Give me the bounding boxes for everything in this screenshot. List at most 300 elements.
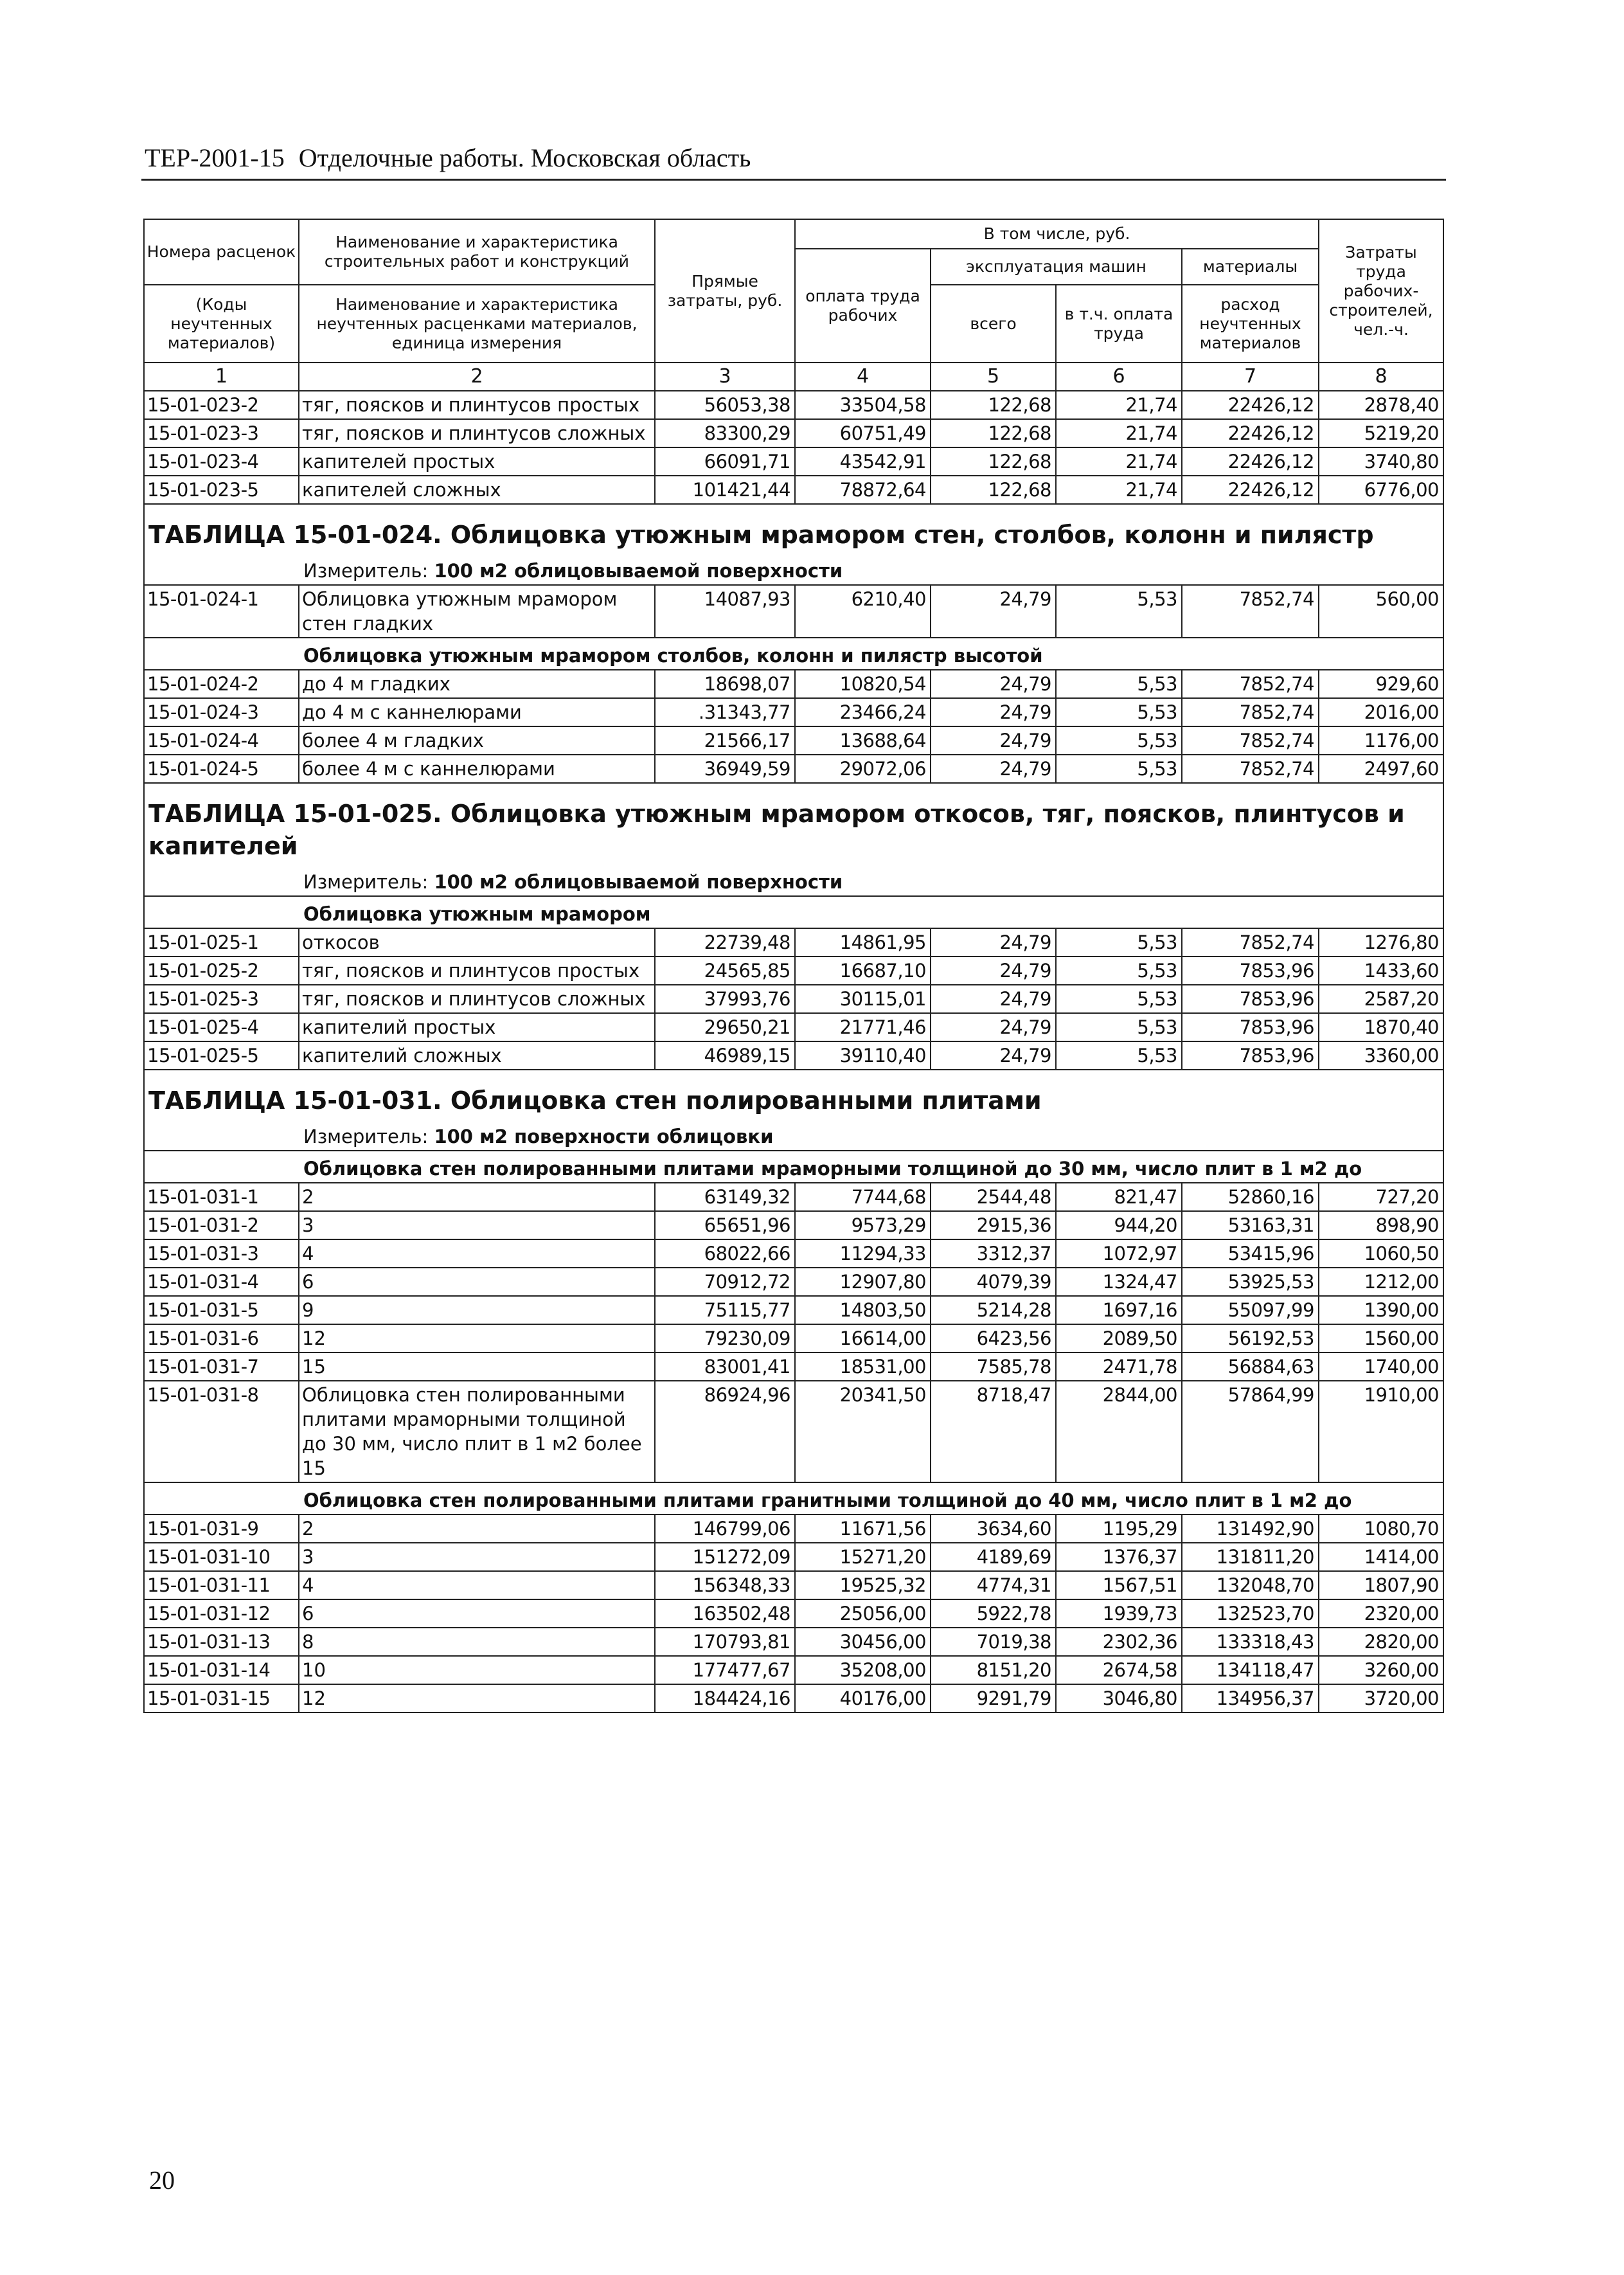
value-cell: 20341,50 bbox=[795, 1381, 931, 1482]
value-cell: 78872,64 bbox=[795, 476, 931, 504]
value-cell: 163502,48 bbox=[655, 1599, 795, 1628]
value-cell: 929,60 bbox=[1319, 670, 1443, 698]
table-row bbox=[144, 1353, 1443, 1381]
work-name: тяг, поясков и плинтусов простых bbox=[299, 391, 655, 419]
value-cell: 21,74 bbox=[1056, 391, 1182, 419]
value-cell: 821,47 bbox=[1056, 1183, 1182, 1211]
work-name: капителей сложных bbox=[299, 476, 655, 504]
value-cell: 18698,07 bbox=[655, 670, 795, 698]
value-cell: 22426,12 bbox=[1182, 476, 1319, 504]
value-cell: 7019,38 bbox=[931, 1628, 1056, 1656]
value-cell: 60751,49 bbox=[795, 419, 931, 447]
measure-unit bbox=[144, 865, 1443, 896]
table-row bbox=[144, 726, 1443, 755]
value-cell: 14087,93 bbox=[655, 585, 795, 638]
value-cell: 16614,00 bbox=[795, 1324, 931, 1353]
value-cell: 68022,66 bbox=[655, 1239, 795, 1268]
value-cell: 122,68 bbox=[931, 476, 1056, 504]
value-cell: 22739,48 bbox=[655, 928, 795, 957]
value-cell: 53163,31 bbox=[1182, 1211, 1319, 1239]
work-name: тяг, поясков и плинтусов сложных bbox=[299, 419, 655, 447]
value-cell: 15271,20 bbox=[795, 1543, 931, 1571]
value-cell: 2471,78 bbox=[1056, 1353, 1182, 1381]
value-cell: 24,79 bbox=[931, 985, 1056, 1013]
work-name: тяг, поясков и плинтусов сложных bbox=[299, 985, 655, 1013]
value-cell: 30115,01 bbox=[795, 985, 931, 1013]
group-heading-row bbox=[144, 638, 1443, 670]
value-cell: 52860,16 bbox=[1182, 1183, 1319, 1211]
rate-code: 15-01-031-2 bbox=[144, 1211, 299, 1239]
work-name: до 4 м с каннелюрами bbox=[299, 698, 655, 726]
rate-code: 15-01-025-4 bbox=[144, 1013, 299, 1041]
value-cell: 6210,40 bbox=[795, 585, 931, 638]
column-number: 7 bbox=[1182, 363, 1319, 391]
table-row bbox=[144, 476, 1443, 504]
value-cell: 9291,79 bbox=[931, 1684, 1056, 1713]
column-number: 4 bbox=[795, 363, 931, 391]
value-cell: 79230,09 bbox=[655, 1324, 795, 1353]
value-cell: 83300,29 bbox=[655, 419, 795, 447]
work-name: тяг, поясков и плинтусов простых bbox=[299, 957, 655, 985]
table-row bbox=[144, 1013, 1443, 1041]
value-cell: 2844,00 bbox=[1056, 1381, 1182, 1482]
value-cell: 5,53 bbox=[1056, 1013, 1182, 1041]
value-cell: 8151,20 bbox=[931, 1656, 1056, 1684]
group-heading-row bbox=[144, 1482, 1443, 1515]
value-cell: 3740,80 bbox=[1319, 447, 1443, 476]
value-cell: 21566,17 bbox=[655, 726, 795, 755]
work-name: откосов bbox=[299, 928, 655, 957]
value-cell: 1740,00 bbox=[1319, 1353, 1443, 1381]
value-cell: 6776,00 bbox=[1319, 476, 1443, 504]
value-cell: 66091,71 bbox=[655, 447, 795, 476]
value-cell: 1697,16 bbox=[1056, 1296, 1182, 1324]
value-cell: 4189,69 bbox=[931, 1543, 1056, 1571]
value-cell: 5,53 bbox=[1056, 928, 1182, 957]
table-row bbox=[144, 447, 1443, 476]
value-cell: 1390,00 bbox=[1319, 1296, 1443, 1324]
work-name: 6 bbox=[299, 1268, 655, 1296]
value-cell: 70912,72 bbox=[655, 1268, 795, 1296]
table-row bbox=[144, 1381, 1443, 1482]
value-cell: 24,79 bbox=[931, 670, 1056, 698]
column-number-row bbox=[144, 363, 1443, 391]
value-cell: 133318,43 bbox=[1182, 1628, 1319, 1656]
value-cell: 1910,00 bbox=[1319, 1381, 1443, 1482]
rate-code: 15-01-031-4 bbox=[144, 1268, 299, 1296]
value-cell: 1176,00 bbox=[1319, 726, 1443, 755]
column-number: 1 bbox=[144, 363, 299, 391]
rate-code: 15-01-031-12 bbox=[144, 1599, 299, 1628]
value-cell: 2674,58 bbox=[1056, 1656, 1182, 1684]
value-cell: 9573,29 bbox=[795, 1211, 931, 1239]
value-cell: 6423,56 bbox=[931, 1324, 1056, 1353]
rate-code: 15-01-031-14 bbox=[144, 1656, 299, 1684]
col-header-material-name: Наименование и характеристика неучтенных расценками материалов, единица измерения bbox=[299, 285, 655, 363]
value-cell: 86924,96 bbox=[655, 1381, 795, 1482]
col-header-materials: материалы bbox=[1182, 249, 1319, 285]
value-cell: 10820,54 bbox=[795, 670, 931, 698]
value-cell: 22426,12 bbox=[1182, 419, 1319, 447]
measure-value: 100 м2 поверхности облицовки bbox=[434, 1126, 774, 1147]
value-cell: 22426,12 bbox=[1182, 391, 1319, 419]
work-name: 6 bbox=[299, 1599, 655, 1628]
value-cell: 122,68 bbox=[931, 391, 1056, 419]
value-cell: 1072,97 bbox=[1056, 1239, 1182, 1268]
rate-code: 15-01-031-13 bbox=[144, 1628, 299, 1656]
value-cell: 1939,73 bbox=[1056, 1599, 1182, 1628]
value-cell: 21,74 bbox=[1056, 447, 1182, 476]
value-cell: 5,53 bbox=[1056, 726, 1182, 755]
value-cell: 1212,00 bbox=[1319, 1268, 1443, 1296]
col-header-labor-hours: Затраты труда рабочих-строителей, чел.-ч. bbox=[1319, 219, 1443, 363]
work-name: 10 bbox=[299, 1656, 655, 1684]
rate-code: 15-01-024-5 bbox=[144, 755, 299, 783]
table-row bbox=[144, 1628, 1443, 1656]
value-cell: 53925,53 bbox=[1182, 1268, 1319, 1296]
rate-code: 15-01-024-2 bbox=[144, 670, 299, 698]
rate-code: 15-01-024-4 bbox=[144, 726, 299, 755]
work-name: 8 bbox=[299, 1628, 655, 1656]
value-cell: 22426,12 bbox=[1182, 447, 1319, 476]
value-cell: 37993,76 bbox=[655, 985, 795, 1013]
value-cell: 560,00 bbox=[1319, 585, 1443, 638]
value-cell: 14803,50 bbox=[795, 1296, 931, 1324]
work-name: капителий простых bbox=[299, 1013, 655, 1041]
table-row bbox=[144, 1183, 1443, 1211]
value-cell: 7853,96 bbox=[1182, 1013, 1319, 1041]
value-cell: 5214,28 bbox=[931, 1296, 1056, 1324]
rate-code: 15-01-031-10 bbox=[144, 1543, 299, 1571]
table-row bbox=[144, 1599, 1443, 1628]
value-cell: 7852,74 bbox=[1182, 755, 1319, 783]
value-cell: 2878,40 bbox=[1319, 391, 1443, 419]
value-cell: 2544,48 bbox=[931, 1183, 1056, 1211]
value-cell: 5,53 bbox=[1056, 698, 1182, 726]
value-cell: 2497,60 bbox=[1319, 755, 1443, 783]
value-cell: 24,79 bbox=[931, 1013, 1056, 1041]
value-cell: 2820,00 bbox=[1319, 1628, 1443, 1656]
rate-code: 15-01-031-8 bbox=[144, 1381, 299, 1482]
table-title: ТАБЛИЦА 15-01-024. Облицовка утюжным мрамором стен, столбов, колонн и пилястр bbox=[144, 504, 1443, 553]
value-cell: 122,68 bbox=[931, 419, 1056, 447]
value-cell: 5,53 bbox=[1056, 957, 1182, 985]
value-cell: 30456,00 bbox=[795, 1628, 931, 1656]
col-header-direct-costs: Прямые затраты, руб. bbox=[655, 219, 795, 363]
value-cell: 63149,32 bbox=[655, 1183, 795, 1211]
col-header-work-name: Наименование и характеристика строительных работ и конструкций bbox=[299, 219, 655, 285]
table-row bbox=[144, 585, 1443, 638]
value-cell: 1567,51 bbox=[1056, 1571, 1182, 1599]
value-cell: 29650,21 bbox=[655, 1013, 795, 1041]
value-cell: 1324,47 bbox=[1056, 1268, 1182, 1296]
group-heading: Облицовка стен полированными плитами гранитными толщиной до 40 мм, число плит в 1 м2 до bbox=[144, 1482, 1443, 1515]
column-number: 2 bbox=[299, 363, 655, 391]
group-heading: Облицовка стен полированными плитами мраморными толщиной до 30 мм, число плит в 1 м2 до bbox=[144, 1151, 1443, 1183]
value-cell: 75115,77 bbox=[655, 1296, 795, 1324]
value-cell: 2016,00 bbox=[1319, 698, 1443, 726]
measure-value: 100 м2 облицовываемой поверхности bbox=[434, 871, 843, 893]
value-cell: 23466,24 bbox=[795, 698, 931, 726]
value-cell: 7744,68 bbox=[795, 1183, 931, 1211]
col-header-machines-total: всего bbox=[931, 285, 1056, 363]
value-cell: 24565,85 bbox=[655, 957, 795, 985]
value-cell: 101421,44 bbox=[655, 476, 795, 504]
rate-code: 15-01-023-4 bbox=[144, 447, 299, 476]
rate-code: 15-01-031-1 bbox=[144, 1183, 299, 1211]
value-cell: 3360,00 bbox=[1319, 1041, 1443, 1070]
value-cell: 7852,74 bbox=[1182, 928, 1319, 957]
table-row bbox=[144, 1324, 1443, 1353]
table-row bbox=[144, 1684, 1443, 1713]
value-cell: 5,53 bbox=[1056, 1041, 1182, 1070]
measure-unit bbox=[144, 1119, 1443, 1151]
value-cell: 19525,32 bbox=[795, 1571, 931, 1599]
value-cell: 1060,50 bbox=[1319, 1239, 1443, 1268]
value-cell: 1276,80 bbox=[1319, 928, 1443, 957]
value-cell: 14861,95 bbox=[795, 928, 931, 957]
value-cell: 146799,06 bbox=[655, 1515, 795, 1543]
work-name: 15 bbox=[299, 1353, 655, 1381]
value-cell: 132523,70 bbox=[1182, 1599, 1319, 1628]
value-cell: 170793,81 bbox=[655, 1628, 795, 1656]
value-cell: 7852,74 bbox=[1182, 726, 1319, 755]
work-name: 9 bbox=[299, 1296, 655, 1324]
column-number: 5 bbox=[931, 363, 1056, 391]
measure-unit bbox=[144, 553, 1443, 585]
table-row bbox=[144, 1211, 1443, 1239]
value-cell: 24,79 bbox=[931, 755, 1056, 783]
col-header-machines-pay: в т.ч. оплата труда bbox=[1056, 285, 1182, 363]
value-cell: 1376,37 bbox=[1056, 1543, 1182, 1571]
value-cell: 5219,20 bbox=[1319, 419, 1443, 447]
value-cell: 3260,00 bbox=[1319, 1656, 1443, 1684]
value-cell: 56192,53 bbox=[1182, 1324, 1319, 1353]
work-name: 2 bbox=[299, 1515, 655, 1543]
value-cell: 1195,29 bbox=[1056, 1515, 1182, 1543]
value-cell: 12907,80 bbox=[795, 1268, 931, 1296]
col-header-rate-numbers: Номера расценок bbox=[144, 219, 299, 285]
value-cell: 898,90 bbox=[1319, 1211, 1443, 1239]
work-name: Облицовка утюжным мрамором стен гладких bbox=[299, 585, 655, 638]
table-row bbox=[144, 419, 1443, 447]
work-name: капителий сложных bbox=[299, 1041, 655, 1070]
value-cell: 151272,09 bbox=[655, 1543, 795, 1571]
work-name: Облицовка стен полированными плитами мраморными толщиной до 30 мм, число плит в 1 м2 более 15 bbox=[299, 1381, 655, 1482]
value-cell: 43542,91 bbox=[795, 447, 931, 476]
table-row bbox=[144, 1268, 1443, 1296]
rate-code: 15-01-025-2 bbox=[144, 957, 299, 985]
value-cell: 11671,56 bbox=[795, 1515, 931, 1543]
value-cell: 24,79 bbox=[931, 585, 1056, 638]
table-row bbox=[144, 928, 1443, 957]
value-cell: 65651,96 bbox=[655, 1211, 795, 1239]
work-name: 3 bbox=[299, 1211, 655, 1239]
column-number: 3 bbox=[655, 363, 795, 391]
value-cell: 35208,00 bbox=[795, 1656, 931, 1684]
table-title: ТАБЛИЦА 15-01-031. Облицовка стен полированными плитами bbox=[144, 1070, 1443, 1119]
value-cell: 56884,63 bbox=[1182, 1353, 1319, 1381]
rate-code: 15-01-031-7 bbox=[144, 1353, 299, 1381]
rate-code: 15-01-024-1 bbox=[144, 585, 299, 638]
value-cell: 134956,37 bbox=[1182, 1684, 1319, 1713]
table-title-row bbox=[144, 504, 1443, 553]
rate-code: 15-01-031-5 bbox=[144, 1296, 299, 1324]
work-name: 12 bbox=[299, 1324, 655, 1353]
value-cell: 3046,80 bbox=[1056, 1684, 1182, 1713]
value-cell: 4774,31 bbox=[931, 1571, 1056, 1599]
table-row bbox=[144, 1515, 1443, 1543]
value-cell: 5,53 bbox=[1056, 755, 1182, 783]
table-row bbox=[144, 391, 1443, 419]
value-cell: 1560,00 bbox=[1319, 1324, 1443, 1353]
table-row bbox=[144, 1656, 1443, 1684]
rate-code: 15-01-023-5 bbox=[144, 476, 299, 504]
group-heading-row bbox=[144, 1151, 1443, 1183]
work-name: более 4 м с каннелюрами bbox=[299, 755, 655, 783]
measure-label: Измеритель: bbox=[303, 1126, 434, 1147]
value-cell: 25056,00 bbox=[795, 1599, 931, 1628]
col-header-materials-usage: расход неучтенных материалов bbox=[1182, 285, 1319, 363]
column-number: 8 bbox=[1319, 363, 1443, 391]
value-cell: 8718,47 bbox=[931, 1381, 1056, 1482]
value-cell: 3720,00 bbox=[1319, 1684, 1443, 1713]
table-row bbox=[144, 1296, 1443, 1324]
value-cell: 156348,33 bbox=[655, 1571, 795, 1599]
work-name: капителей простых bbox=[299, 447, 655, 476]
value-cell: 5,53 bbox=[1056, 985, 1182, 1013]
table-row bbox=[144, 698, 1443, 726]
value-cell: 53415,96 bbox=[1182, 1239, 1319, 1268]
header-divider bbox=[141, 179, 1446, 181]
group-heading-row bbox=[144, 896, 1443, 928]
value-cell: 1870,40 bbox=[1319, 1013, 1443, 1041]
value-cell: 132048,70 bbox=[1182, 1571, 1319, 1599]
table-row bbox=[144, 1239, 1443, 1268]
value-cell: 21,74 bbox=[1056, 476, 1182, 504]
value-cell: 944,20 bbox=[1056, 1211, 1182, 1239]
measure-row bbox=[144, 553, 1443, 585]
value-cell: 21771,46 bbox=[795, 1013, 931, 1041]
measure-label: Измеритель: bbox=[303, 560, 434, 582]
value-cell: 131492,90 bbox=[1182, 1515, 1319, 1543]
value-cell: 1807,90 bbox=[1319, 1571, 1443, 1599]
value-cell: 177477,67 bbox=[655, 1656, 795, 1684]
work-name: 3 bbox=[299, 1543, 655, 1571]
rate-code: 15-01-024-3 bbox=[144, 698, 299, 726]
table-row bbox=[144, 1041, 1443, 1070]
value-cell: 40176,00 bbox=[795, 1684, 931, 1713]
rate-code: 15-01-023-2 bbox=[144, 391, 299, 419]
table-title-row bbox=[144, 1070, 1443, 1119]
value-cell: 134118,47 bbox=[1182, 1656, 1319, 1684]
value-cell: 2320,00 bbox=[1319, 1599, 1443, 1628]
column-number: 6 bbox=[1056, 363, 1182, 391]
value-cell: 131811,20 bbox=[1182, 1543, 1319, 1571]
value-cell: 7853,96 bbox=[1182, 985, 1319, 1013]
col-header-including: В том числе, руб. bbox=[795, 219, 1319, 249]
value-cell: 39110,40 bbox=[795, 1041, 931, 1070]
value-cell: 24,79 bbox=[931, 726, 1056, 755]
value-cell: 46989,15 bbox=[655, 1041, 795, 1070]
table-row bbox=[144, 1571, 1443, 1599]
value-cell: 7853,96 bbox=[1182, 1041, 1319, 1070]
value-cell: 13688,64 bbox=[795, 726, 931, 755]
value-cell: 7853,96 bbox=[1182, 957, 1319, 985]
value-cell: 56053,38 bbox=[655, 391, 795, 419]
work-name: 2 bbox=[299, 1183, 655, 1211]
value-cell: 21,74 bbox=[1056, 419, 1182, 447]
value-cell: 11294,33 bbox=[795, 1239, 931, 1268]
value-cell: 7852,74 bbox=[1182, 670, 1319, 698]
rate-code: 15-01-025-1 bbox=[144, 928, 299, 957]
value-cell: 3312,37 bbox=[931, 1239, 1056, 1268]
page-number: 20 bbox=[149, 2166, 175, 2195]
table-row bbox=[144, 985, 1443, 1013]
value-cell: 2302,36 bbox=[1056, 1628, 1182, 1656]
value-cell: 1433,60 bbox=[1319, 957, 1443, 985]
table-row bbox=[144, 670, 1443, 698]
work-name: до 4 м гладких bbox=[299, 670, 655, 698]
page-header bbox=[145, 143, 765, 173]
value-cell: 29072,06 bbox=[795, 755, 931, 783]
value-cell: 33504,58 bbox=[795, 391, 931, 419]
document-title: Отделочные работы. Московская область bbox=[298, 143, 751, 172]
rate-code: 15-01-031-15 bbox=[144, 1684, 299, 1713]
value-cell: 57864,99 bbox=[1182, 1381, 1319, 1482]
value-cell: 184424,16 bbox=[655, 1684, 795, 1713]
measure-row bbox=[144, 865, 1443, 896]
measure-label: Измеритель: bbox=[303, 871, 434, 893]
group-heading: Облицовка утюжным мрамором столбов, колонн и пилястр высотой bbox=[144, 638, 1443, 670]
group-heading: Облицовка утюжным мрамором bbox=[144, 896, 1443, 928]
col-header-machines: эксплуатация машин bbox=[931, 249, 1182, 285]
rate-code: 15-01-031-6 bbox=[144, 1324, 299, 1353]
rate-code: 15-01-031-3 bbox=[144, 1239, 299, 1268]
work-name: 4 bbox=[299, 1239, 655, 1268]
value-cell: 24,79 bbox=[931, 698, 1056, 726]
value-cell: 2089,50 bbox=[1056, 1324, 1182, 1353]
value-cell: 122,68 bbox=[931, 447, 1056, 476]
value-cell: 36949,59 bbox=[655, 755, 795, 783]
work-name: 4 bbox=[299, 1571, 655, 1599]
value-cell: 1080,70 bbox=[1319, 1515, 1443, 1543]
table-title-row bbox=[144, 783, 1443, 865]
table-row bbox=[144, 957, 1443, 985]
value-cell: 3634,60 bbox=[931, 1515, 1056, 1543]
rate-code: 15-01-023-3 bbox=[144, 419, 299, 447]
rate-code: 15-01-031-9 bbox=[144, 1515, 299, 1543]
table-row bbox=[144, 1543, 1443, 1571]
value-cell: 24,79 bbox=[931, 928, 1056, 957]
value-cell: 5,53 bbox=[1056, 670, 1182, 698]
work-name: 12 bbox=[299, 1684, 655, 1713]
measure-value: 100 м2 облицовываемой поверхности bbox=[434, 560, 843, 582]
value-cell: 18531,00 bbox=[795, 1353, 931, 1381]
value-cell: 727,20 bbox=[1319, 1183, 1443, 1211]
value-cell: 1414,00 bbox=[1319, 1543, 1443, 1571]
table-title: ТАБЛИЦА 15-01-025. Облицовка утюжным мрамором откосов, тяг, поясков, плинтусов и капителей bbox=[144, 783, 1443, 865]
rate-code: 15-01-031-11 bbox=[144, 1571, 299, 1599]
rate-code: 15-01-025-5 bbox=[144, 1041, 299, 1070]
work-name: более 4 м гладких bbox=[299, 726, 655, 755]
document-code: ТЕР-2001-15 bbox=[145, 143, 285, 172]
value-cell: 7585,78 bbox=[931, 1353, 1056, 1381]
value-cell: 2587,20 bbox=[1319, 985, 1443, 1013]
table-row bbox=[144, 755, 1443, 783]
rates-table bbox=[143, 219, 1444, 1713]
col-header-material-codes: (Коды неучтенных материалов) bbox=[144, 285, 299, 363]
